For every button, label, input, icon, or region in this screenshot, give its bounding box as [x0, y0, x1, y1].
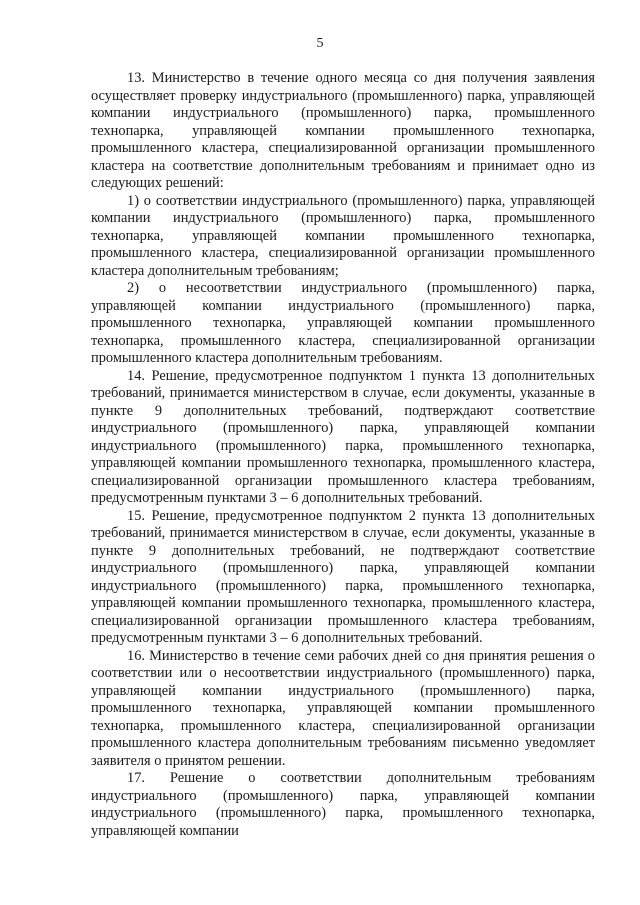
- paragraph-17: 17. Решение о соответствии дополнительным требованиям индустриального (промышленного) парка, управляющей компании индустриального (промышленного) парка, промышленного технопарка, управляющей компании: [91, 770, 595, 839]
- paragraph-13-item-2: 2) о несоответствии индустриального (промышленного) парка, управляющей компании индустриального (промышленного) парка, промышленного технопарка, управляющей компании промышленного технопарка, промышленного кластера, специализированной организации промышленного кластера дополнительным требованиям.: [91, 280, 595, 366]
- paragraph-13: 13. Министерство в течение одного месяца со дня получения заявления осуществляет проверку индустриального (промышленного) парка, управляющей компании индустриального (промышленного) парка, промышленного технопарка, управляющей компании промышленного технопарка, промышленного кластера, специализированной организации промышленного кластера на соответствие дополнительным требованиям и принимает одно из следующих решений:: [91, 70, 595, 191]
- document-body: [91, 70, 595, 840]
- paragraph-15: 15. Решение, предусмотренное подпунктом 2 пункта 13 дополнительных требований, принимается министерством в случае, если документы, указанные в пункте 9 дополнительных требований, не подтверждают соответствие индустриального (промышленного) парка, управляющей компании индустриального (промышленного) парка, промышленного технопарка, управляющей компании промышленного технопарка, промышленного кластера, специализированной организации промышленного кластера требованиям, предусмотренным пунктами 3 – 6 дополнительных требований.: [91, 507, 595, 646]
- page-number: 5: [316, 36, 324, 51]
- paragraph-16: 16. Министерство в течение семи рабочих дней со дня принятия решения о соответствии или о несоответствии индустриального (промышленного) парка, управляющей компании индустриального (промышленного) парка, промышленного технопарка, управляющей компании промышленного технопарка, промышленного кластера, специализированной организации промышленного кластера дополнительным требованиям письменно уведомляет заявителя о принятом решении.: [91, 647, 595, 769]
- paragraph-13-item-1: 1) о соответствии индустриального (промышленного) парка, управляющей компании индустриального (промышленного) парка, промышленного технопарка, управляющей компании промышленного технопарка, промышленного кластера, специализированной организации промышленного кластера дополнительным требованиям;: [91, 192, 595, 279]
- paragraph-14: 14. Решение, предусмотренное подпунктом 1 пункта 13 дополнительных требований, принимается министерством в случае, если документы, указанные в пункте 9 дополнительных требований, подтверждают соответствие индустриального (промышленного) парка, управляющей компании индустриального (промышленного) парка, промышленного технопарка, управляющей компании промышленного технопарка, промышленного кластера, специализированной организации промышленного кластера требованиям, предусмотренным пунктами 3 – 6 дополнительных требований.: [91, 367, 595, 506]
